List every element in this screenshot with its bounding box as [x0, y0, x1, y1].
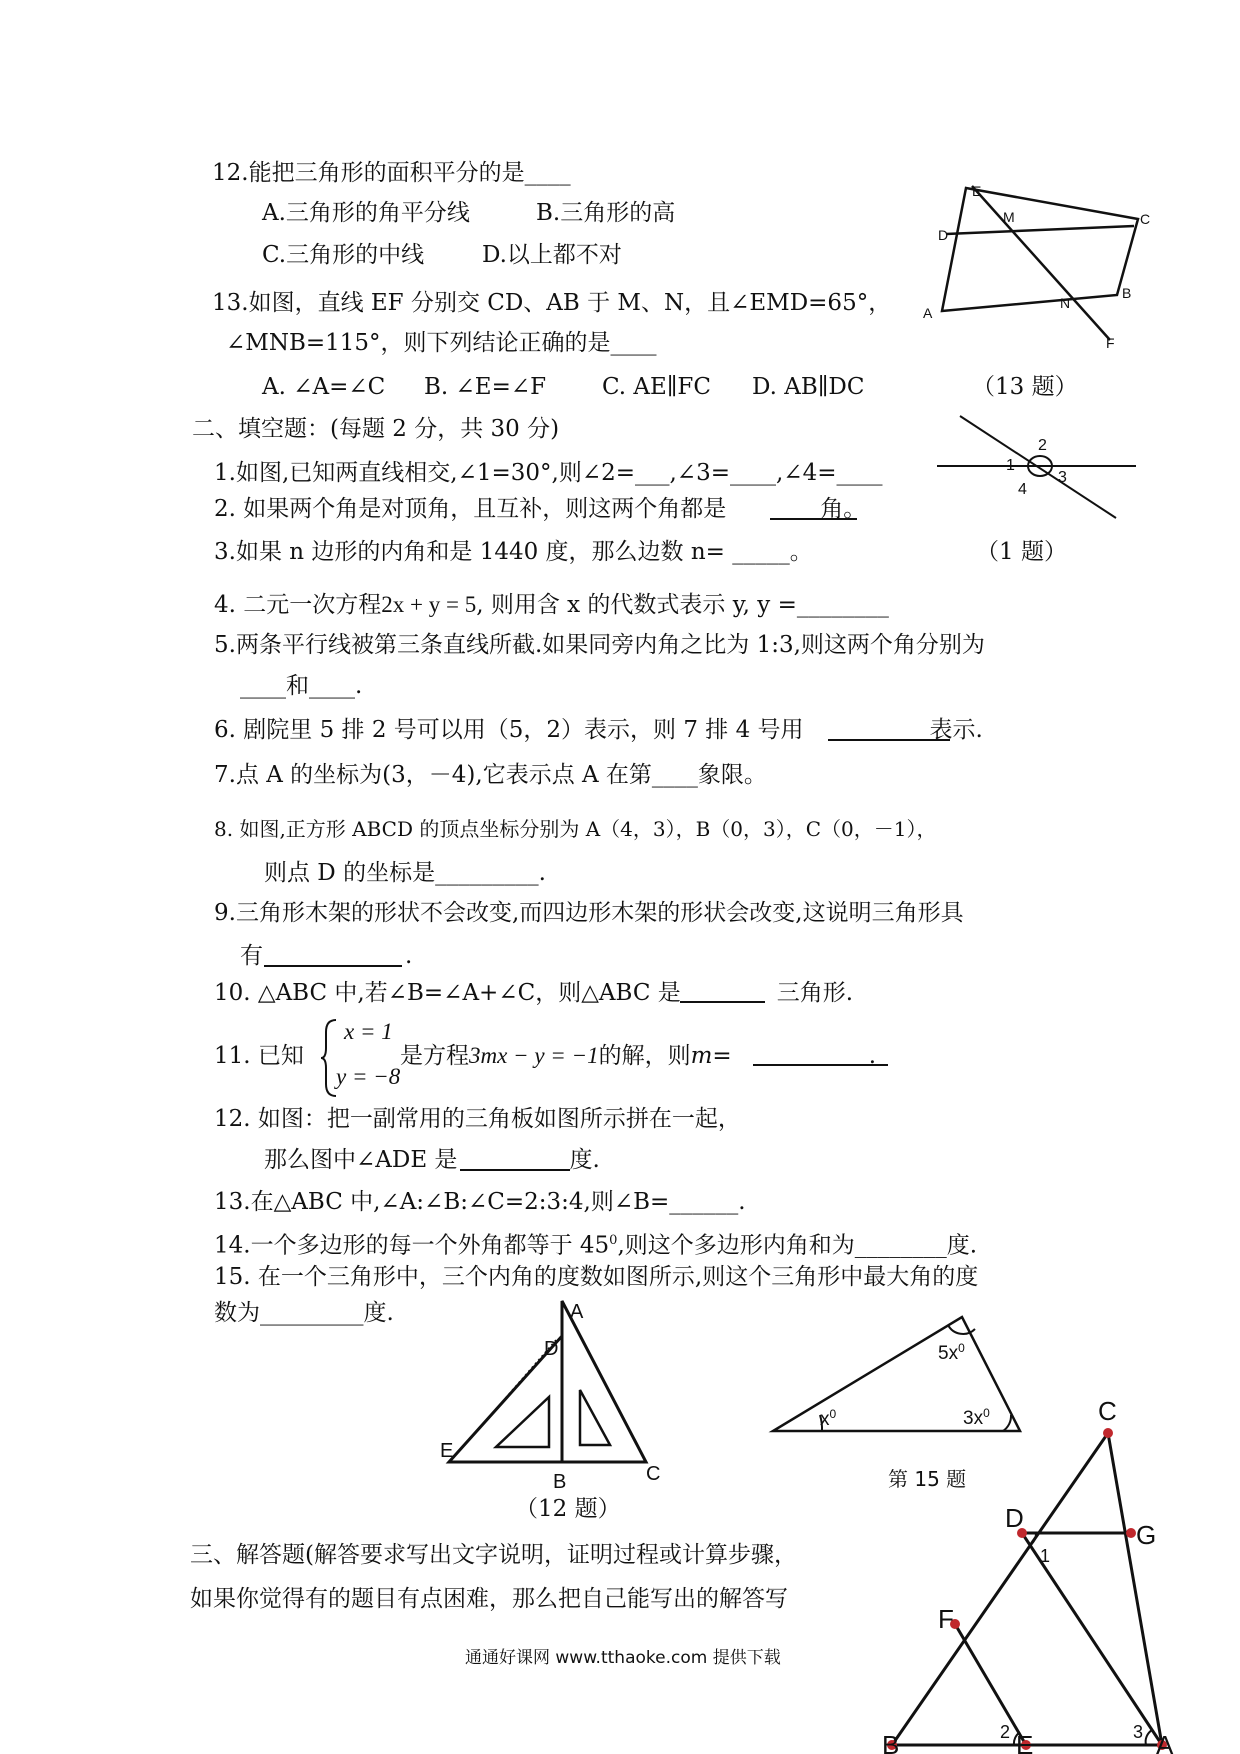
- fig15-angle-right: $3x^0$: [963, 1406, 990, 1429]
- fill-q12-line1: 12. 如图：把一副常用的三角板如图所示拼在一起，: [214, 1106, 741, 1132]
- fig12-right-set-square: [562, 1301, 646, 1462]
- fill-q1: 1.如图,已知两直线相交,∠1=30°,则∠2=___,∠3=____,∠4=____: [214, 460, 883, 486]
- fig15-angle-top: $5x^0$: [938, 1341, 965, 1364]
- fill-q14: 14.一个多边形的每一个外角都等于 $45^0$,则这个多边形内角和为________度.: [214, 1232, 978, 1259]
- fill-q3: 3.如果 n 边形的内角和是 1440 度，那么边数 n= _____。: [214, 539, 813, 565]
- figr-label-g: G: [1136, 1520, 1157, 1550]
- figr-label-c: C: [1098, 1396, 1117, 1426]
- fig12-label-d: D: [544, 1338, 559, 1360]
- fig12-label-c: C: [646, 1463, 661, 1485]
- fig15-caption: 第 15 题: [888, 1467, 967, 1491]
- fig12-caption: （12 题）: [515, 1496, 621, 1522]
- q13-label-d: D: [938, 227, 949, 243]
- fill-q13: 13.在△ABC 中,∠A:∠B:∠C=2:3:4,则∠B=______.: [214, 1189, 746, 1215]
- q13-label-c: C: [1140, 211, 1151, 227]
- section2-heading: 二、填空题：(每题 2 分，共 30 分): [192, 416, 560, 442]
- figr-label-a: A: [1156, 1730, 1174, 1754]
- fill-q8-line2: 则点 D 的坐标是_________.: [264, 860, 546, 886]
- figr-angle-3-arc: [1146, 1730, 1152, 1745]
- fig15-angle-left: $x^0$: [820, 1407, 837, 1430]
- q12-option-b: B.三角形的高: [536, 200, 676, 226]
- fill-q9-line2: 有 .: [240, 943, 413, 969]
- fill-q11-lead: 11. 已知: [214, 1043, 304, 1069]
- q11-equation-1: x = 1: [344, 1019, 393, 1044]
- figr-label-angle-2: 2: [1000, 1722, 1011, 1742]
- q12-option-c: C.三角形的中线: [262, 242, 425, 268]
- fig15-angle-arc-top: [948, 1325, 975, 1334]
- fig1-caption: （1 题）: [976, 539, 1067, 565]
- fill-q10: 10. △ABC 中,若∠B=∠A+∠C，则△ABC 是 三角形.: [214, 980, 854, 1006]
- q12-stem: 12.能把三角形的面积平分的是____: [212, 160, 571, 186]
- fill-q11-rest: 是方程3mx − y = −1的解，则m= .: [400, 1043, 876, 1069]
- fill-q5-line2: ____和____.: [240, 673, 363, 699]
- fill-q15-line2: 数为_________度.: [214, 1300, 394, 1326]
- q13-line-dc: [946, 226, 1134, 234]
- fill-q6: 6. 剧院里 5 排 2 号可以用（5，2）表示，则 7 排 4 号用 表示.: [214, 717, 983, 743]
- figr-point-c: [1103, 1428, 1113, 1438]
- q13-label-m: M: [1003, 209, 1015, 225]
- fig12-left-inner-triangle: [496, 1397, 549, 1447]
- figr-point-g: [1126, 1528, 1136, 1538]
- fill-q4: 4. 二元一次方程2x + y = 5, 则用含 x 的代数式表示 y, y =________: [214, 592, 889, 618]
- figr-label-e: E: [1016, 1730, 1034, 1754]
- section3-line1: 三、解答题(解答要求写出文字说明，证明过程或计算步骤，: [190, 1542, 797, 1568]
- fill-q5-line1: 5.两条平行线被第三条直线所截.如果同旁内角之比为 1:3,则这两个角分别为: [214, 632, 985, 658]
- figr-label-f: F: [938, 1604, 954, 1634]
- q13-label-a: A: [923, 305, 933, 321]
- fig1-label-1: 1: [1006, 457, 1015, 474]
- q13-label-n: N: [1060, 295, 1071, 311]
- q11-equation-2: y = −8: [336, 1064, 401, 1089]
- fig12-label-e: E: [440, 1440, 454, 1462]
- fill-q7: 7.点 A 的坐标为(3，－4),它表示点 A 在第____象限。: [214, 762, 767, 788]
- fill-q2: 2. 如果两个角是对顶角，且互补，则这两个角都是 角。: [214, 496, 867, 522]
- figr-label-b: B: [882, 1730, 900, 1754]
- fig1-label-3: 3: [1058, 469, 1067, 486]
- q13-label-f: F: [1106, 335, 1115, 351]
- figr-label-d: D: [1005, 1503, 1024, 1533]
- fill-q15-line1: 15. 在一个三角形中，三个内角的度数如图所示,则这个三角形中最大角的度: [214, 1264, 979, 1290]
- fig12-right-inner-triangle: [580, 1390, 610, 1445]
- q13-stem-line2: ∠MNB=115°，则下列结论正确的是____: [226, 330, 657, 356]
- q13-option-b: B. ∠E=∠F: [424, 374, 547, 400]
- fill-q12-line2: 那么图中∠ADE 是 度.: [264, 1147, 600, 1173]
- q13-stem-line1: 13.如图，直线 EF 分别交 CD、AB 于 M、N，且∠EMD=65°，: [212, 290, 892, 316]
- page-footer: 通通好课网 www.tthaoke.com 提供下载: [465, 1648, 781, 1668]
- fig1-label-4: 4: [1018, 481, 1027, 498]
- fig12-label-a: A: [570, 1301, 584, 1323]
- section3-line2: 如果你觉得有的题目有点困难，那么把自己能写出的解答写: [190, 1586, 788, 1612]
- q13-option-c: C. AE∥FC: [602, 374, 711, 400]
- q13-option-a: A. ∠A=∠C: [262, 374, 386, 400]
- q12-option-d: D.以上都不对: [482, 242, 622, 268]
- fill-q9-line1: 9.三角形木架的形状不会改变,而四边形木架的形状会改变,这说明三角形具: [214, 900, 964, 926]
- figr-line-fe: [955, 1624, 1026, 1745]
- figr-label-angle-1: 1: [1040, 1546, 1051, 1566]
- fig12-label-b: B: [553, 1471, 567, 1493]
- q13-label-b: B: [1122, 285, 1132, 301]
- q13-option-d: D. AB∥DC: [752, 374, 865, 400]
- q13-quadrilateral: [942, 188, 1138, 311]
- q12-option-a: A.三角形的角平分线: [262, 200, 470, 226]
- figr-label-angle-3: 3: [1133, 1722, 1144, 1742]
- fill-q8-line1: 8. 如图,正方形 ABCD 的顶点坐标分别为 A（4，3），B（0，3），C（0，－1），: [214, 817, 937, 841]
- q13-label-e: E: [972, 183, 982, 199]
- fig15-angle-arc-right: [1003, 1415, 1011, 1431]
- q13-figure-caption: （13 题）: [972, 374, 1078, 400]
- fig1-label-2: 2: [1038, 437, 1047, 454]
